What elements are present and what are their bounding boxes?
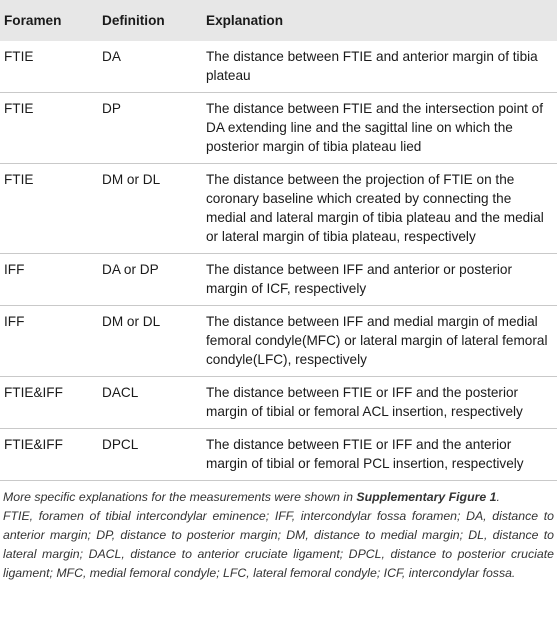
cell-foramen: IFF <box>0 254 102 306</box>
cell-explanation: The distance between FTIE or IFF and the anterior margin of tibial or femoral PCL insertion, respectively <box>206 429 557 481</box>
cell-explanation: The distance between the projection of FTIE on the coronary baseline which created by connecting the medial and lateral margin of tibia plateau and the medial or lateral margin of tibia plateau, respectively <box>206 164 557 254</box>
cell-foramen: FTIE <box>0 93 102 164</box>
header-foramen: Foramen <box>4 13 62 28</box>
cell-definition: DM or DL <box>102 306 206 377</box>
cell-definition: DM or DL <box>102 164 206 254</box>
supplementary-note-end: . <box>496 490 500 504</box>
table-row <box>0 306 557 377</box>
cell-foramen: FTIE <box>0 164 102 254</box>
table-row <box>0 93 557 164</box>
table-body <box>0 41 557 481</box>
cell-foramen: FTIE&IFF <box>0 429 102 481</box>
abbreviations-note: FTIE, foramen of tibial intercondylar eminence; IFF, intercondylar fossa foramen; DA, distance to anterior margin; DP, distance to posterior margin; DM, distance to medial margin; DL, distance to lateral margin; DACL, distance to anterior cruciate ligament; DPCL, distance to posterior cruciate ligament; MFC, medial femoral condyle; LFC, lateral femoral condyle; ICF, intercondylar fossa. <box>3 509 554 580</box>
header-row <box>0 0 557 41</box>
supplementary-note-text: More specific explanations for the measurements were shown in <box>3 490 357 504</box>
cell-definition: DP <box>102 93 206 164</box>
cell-explanation: The distance between FTIE and anterior margin of tibia plateau <box>206 49 538 83</box>
table-row <box>0 41 557 93</box>
table-row <box>0 164 557 254</box>
table-row <box>0 254 557 306</box>
cell-foramen: FTIE&IFF <box>0 377 102 429</box>
cell-definition: DPCL <box>102 429 206 481</box>
table-footnotes <box>0 481 557 583</box>
cell-definition: DACL <box>102 377 206 429</box>
cell-foramen: FTIE <box>4 49 34 64</box>
supplementary-figure-link[interactable]: Supplementary Figure 1 <box>356 490 497 504</box>
table-header <box>0 0 557 41</box>
table-row <box>0 429 557 481</box>
header-definition: Definition <box>102 13 165 28</box>
cell-explanation: The distance between IFF and anterior or posterior margin of ICF, respectively <box>206 254 557 306</box>
cell-explanation: The distance between FTIE and the intersection point of DA extending line and the sagittal line on which the posterior margin of tibia plateau lied <box>206 93 557 164</box>
cell-explanation: The distance between FTIE or IFF and the posterior margin of tibial or femoral ACL insertion, respectively <box>206 377 557 429</box>
cell-definition: DA or DP <box>102 254 206 306</box>
cell-foramen: IFF <box>0 306 102 377</box>
supplementary-note <box>3 488 554 507</box>
header-explanation: Explanation <box>206 13 284 28</box>
cell-explanation: The distance between IFF and medial margin of medial femoral condyle(MFC) or lateral margin of lateral femoral condyle(LFC), respectively <box>206 306 557 377</box>
table-row <box>0 377 557 429</box>
cell-definition: DA <box>102 49 121 64</box>
